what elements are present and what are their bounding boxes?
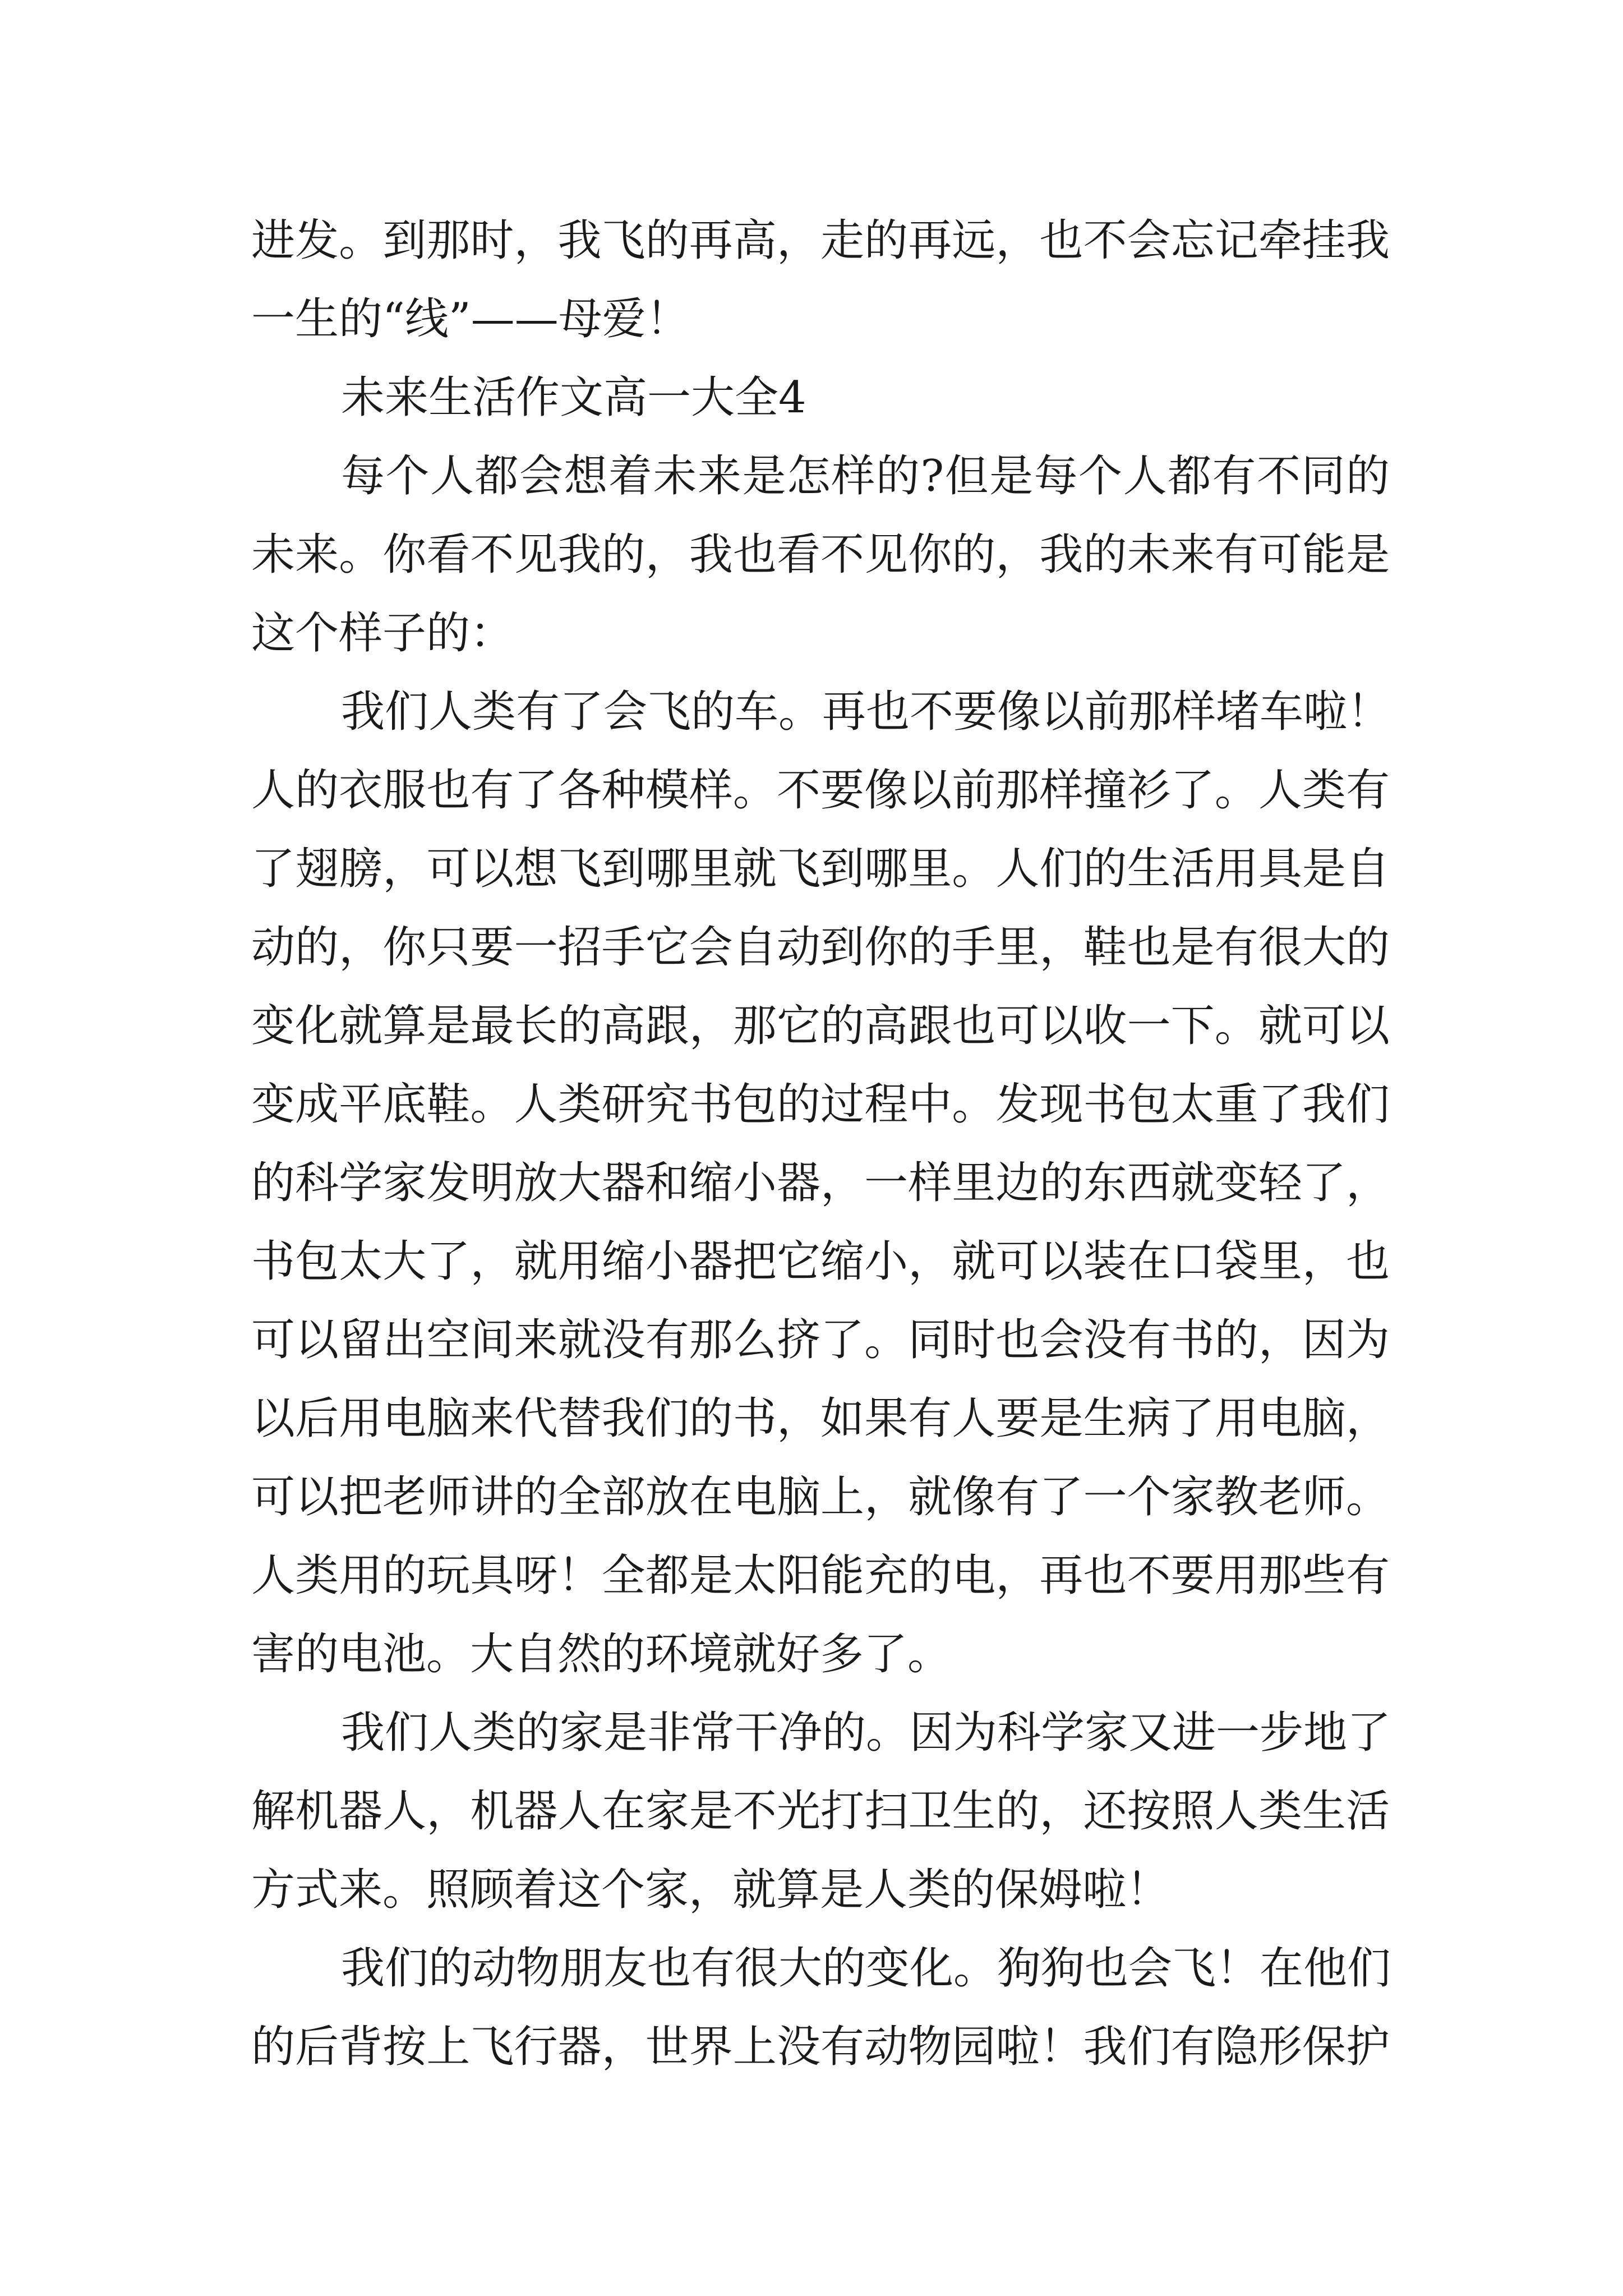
text-line: 每个人都会想着未来是怎样的?但是每个人都有不同的 [341,451,1390,501]
text-line: 人类用的玩具呀！全都是太阳能充的电，再也不要用那些有 [251,1550,1390,1601]
text-line: 变成平底鞋。人类研究书包的过程中。发现书包太重了我们 [251,1079,1390,1130]
text-line: 书包太大了，就用缩小器把它缩小，就可以装在口袋里，也 [251,1236,1390,1287]
text-line: 可以留出空间来就没有那么挤了。同时也会没有书的，因为 [251,1315,1390,1365]
text-line: 动的，你只要一招手它会自动到你的手里，鞋也是有很大的 [251,922,1390,973]
text-line: 变化就算是最长的高跟，那它的高跟也可以收一下。就可以 [251,1001,1390,1051]
text-line: 我们的动物朋友也有很大的变化。狗狗也会飞！在他们 [341,1943,1391,1994]
section-heading: 未来生活作文高一大全4 [341,372,806,423]
text-line: 的科学家发明放大器和缩小器，一样里边的东西就变轻了， [251,1158,1390,1208]
text-line: 未来。你看不见我的，我也看不见你的，我的未来有可能是 [251,530,1390,580]
text-line: 可以把老师讲的全部放在电脑上，就像有了一个家教老师。 [251,1472,1390,1522]
text-line: 进发。到那时，我飞的再高，走的再远，也不会忘记牵挂我 [251,215,1390,266]
text-line: 这个样子的： [251,608,514,659]
text-line: 的后背按上飞行器，世界上没有动物园啦！我们有隐形保护 [251,2022,1390,2072]
text-line: 我们人类的家是非常干净的。因为科学家又进一步地了 [341,1708,1391,1758]
text-line: 方式来。照顾着这个家，就算是人类的保姆啦！ [251,1865,1170,1915]
text-line: 以后用电脑来代替我们的书，如果有人要是生病了用电脑， [251,1393,1390,1444]
text-line: 了翅膀，可以想飞到哪里就飞到哪里。人们的生活用具是自 [251,844,1390,894]
text-line: 害的电池。大自然的环境就好多了。 [251,1629,952,1680]
text-line: 我们人类有了会飞的车。再也不要像以前那样堵车啦！ [341,687,1391,737]
text-line: 解机器人，机器人在家是不光打扫卫生的，还按照人类生活 [251,1786,1390,1837]
text-line: 人的衣服也有了各种模样。不要像以前那样撞衫了。人类有 [251,765,1390,816]
text-line: 一生的“线”——母爱！ [251,294,690,344]
